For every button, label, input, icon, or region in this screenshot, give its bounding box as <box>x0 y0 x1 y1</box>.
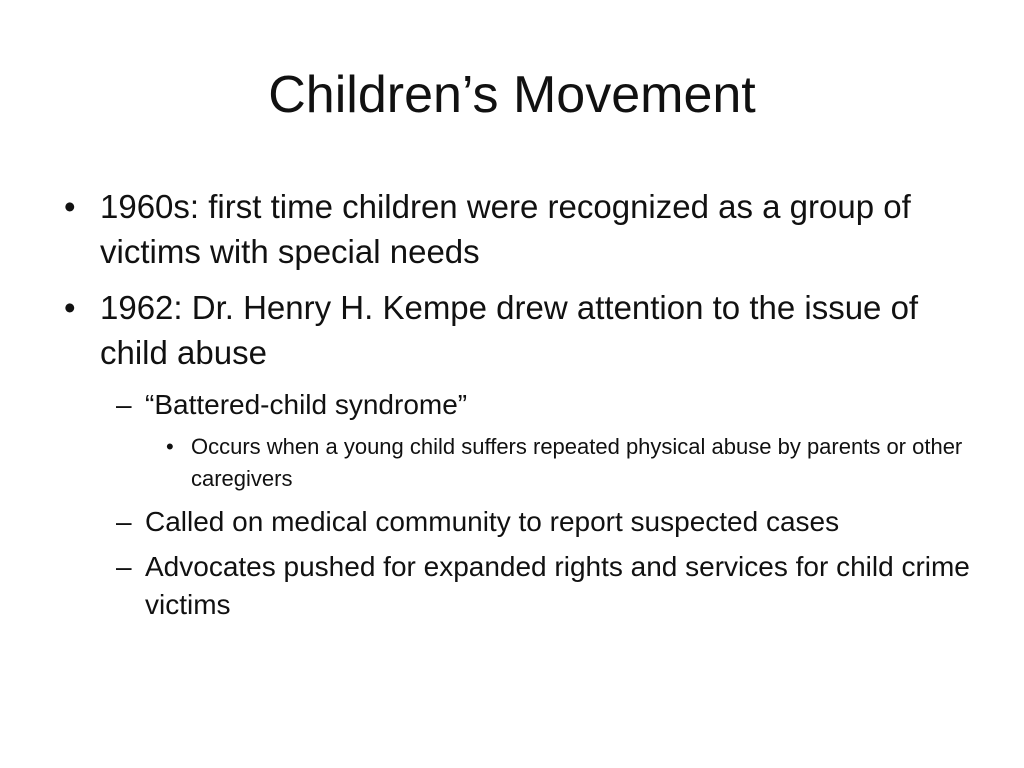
bullet-item <box>58 285 978 375</box>
bullet-marker: • <box>166 434 174 459</box>
dash-marker: – <box>116 506 132 537</box>
bullet-marker: • <box>64 289 76 326</box>
bullet-text: 1960s: first time children were recognized as a group of victims with special needs <box>100 188 911 270</box>
sub-sub-bullet-item <box>58 431 978 495</box>
sub-bullet-text: Advocates pushed for expanded rights and services for child crime victims <box>145 551 970 620</box>
bullet-marker: • <box>64 188 76 225</box>
sub-bullet-text: “Battered-child syndrome” <box>145 389 468 420</box>
sub-bullet-item <box>58 503 978 541</box>
dash-marker: – <box>116 389 132 420</box>
bullet-text: 1962: Dr. Henry H. Kempe drew attention to the issue of child abuse <box>100 289 919 371</box>
bullet-list <box>58 184 978 631</box>
sub-bullet-item <box>58 386 978 424</box>
sub-bullet-text: Called on medical community to report suspected cases <box>145 506 840 537</box>
bullet-item <box>58 184 978 274</box>
slide-title: Children’s Movement <box>268 66 756 124</box>
sub-bullet-item <box>58 548 978 624</box>
sub-sub-bullet-text: Occurs when a young child suffers repeated physical abuse by parents or other caregivers <box>191 434 963 491</box>
dash-marker: – <box>116 551 132 582</box>
